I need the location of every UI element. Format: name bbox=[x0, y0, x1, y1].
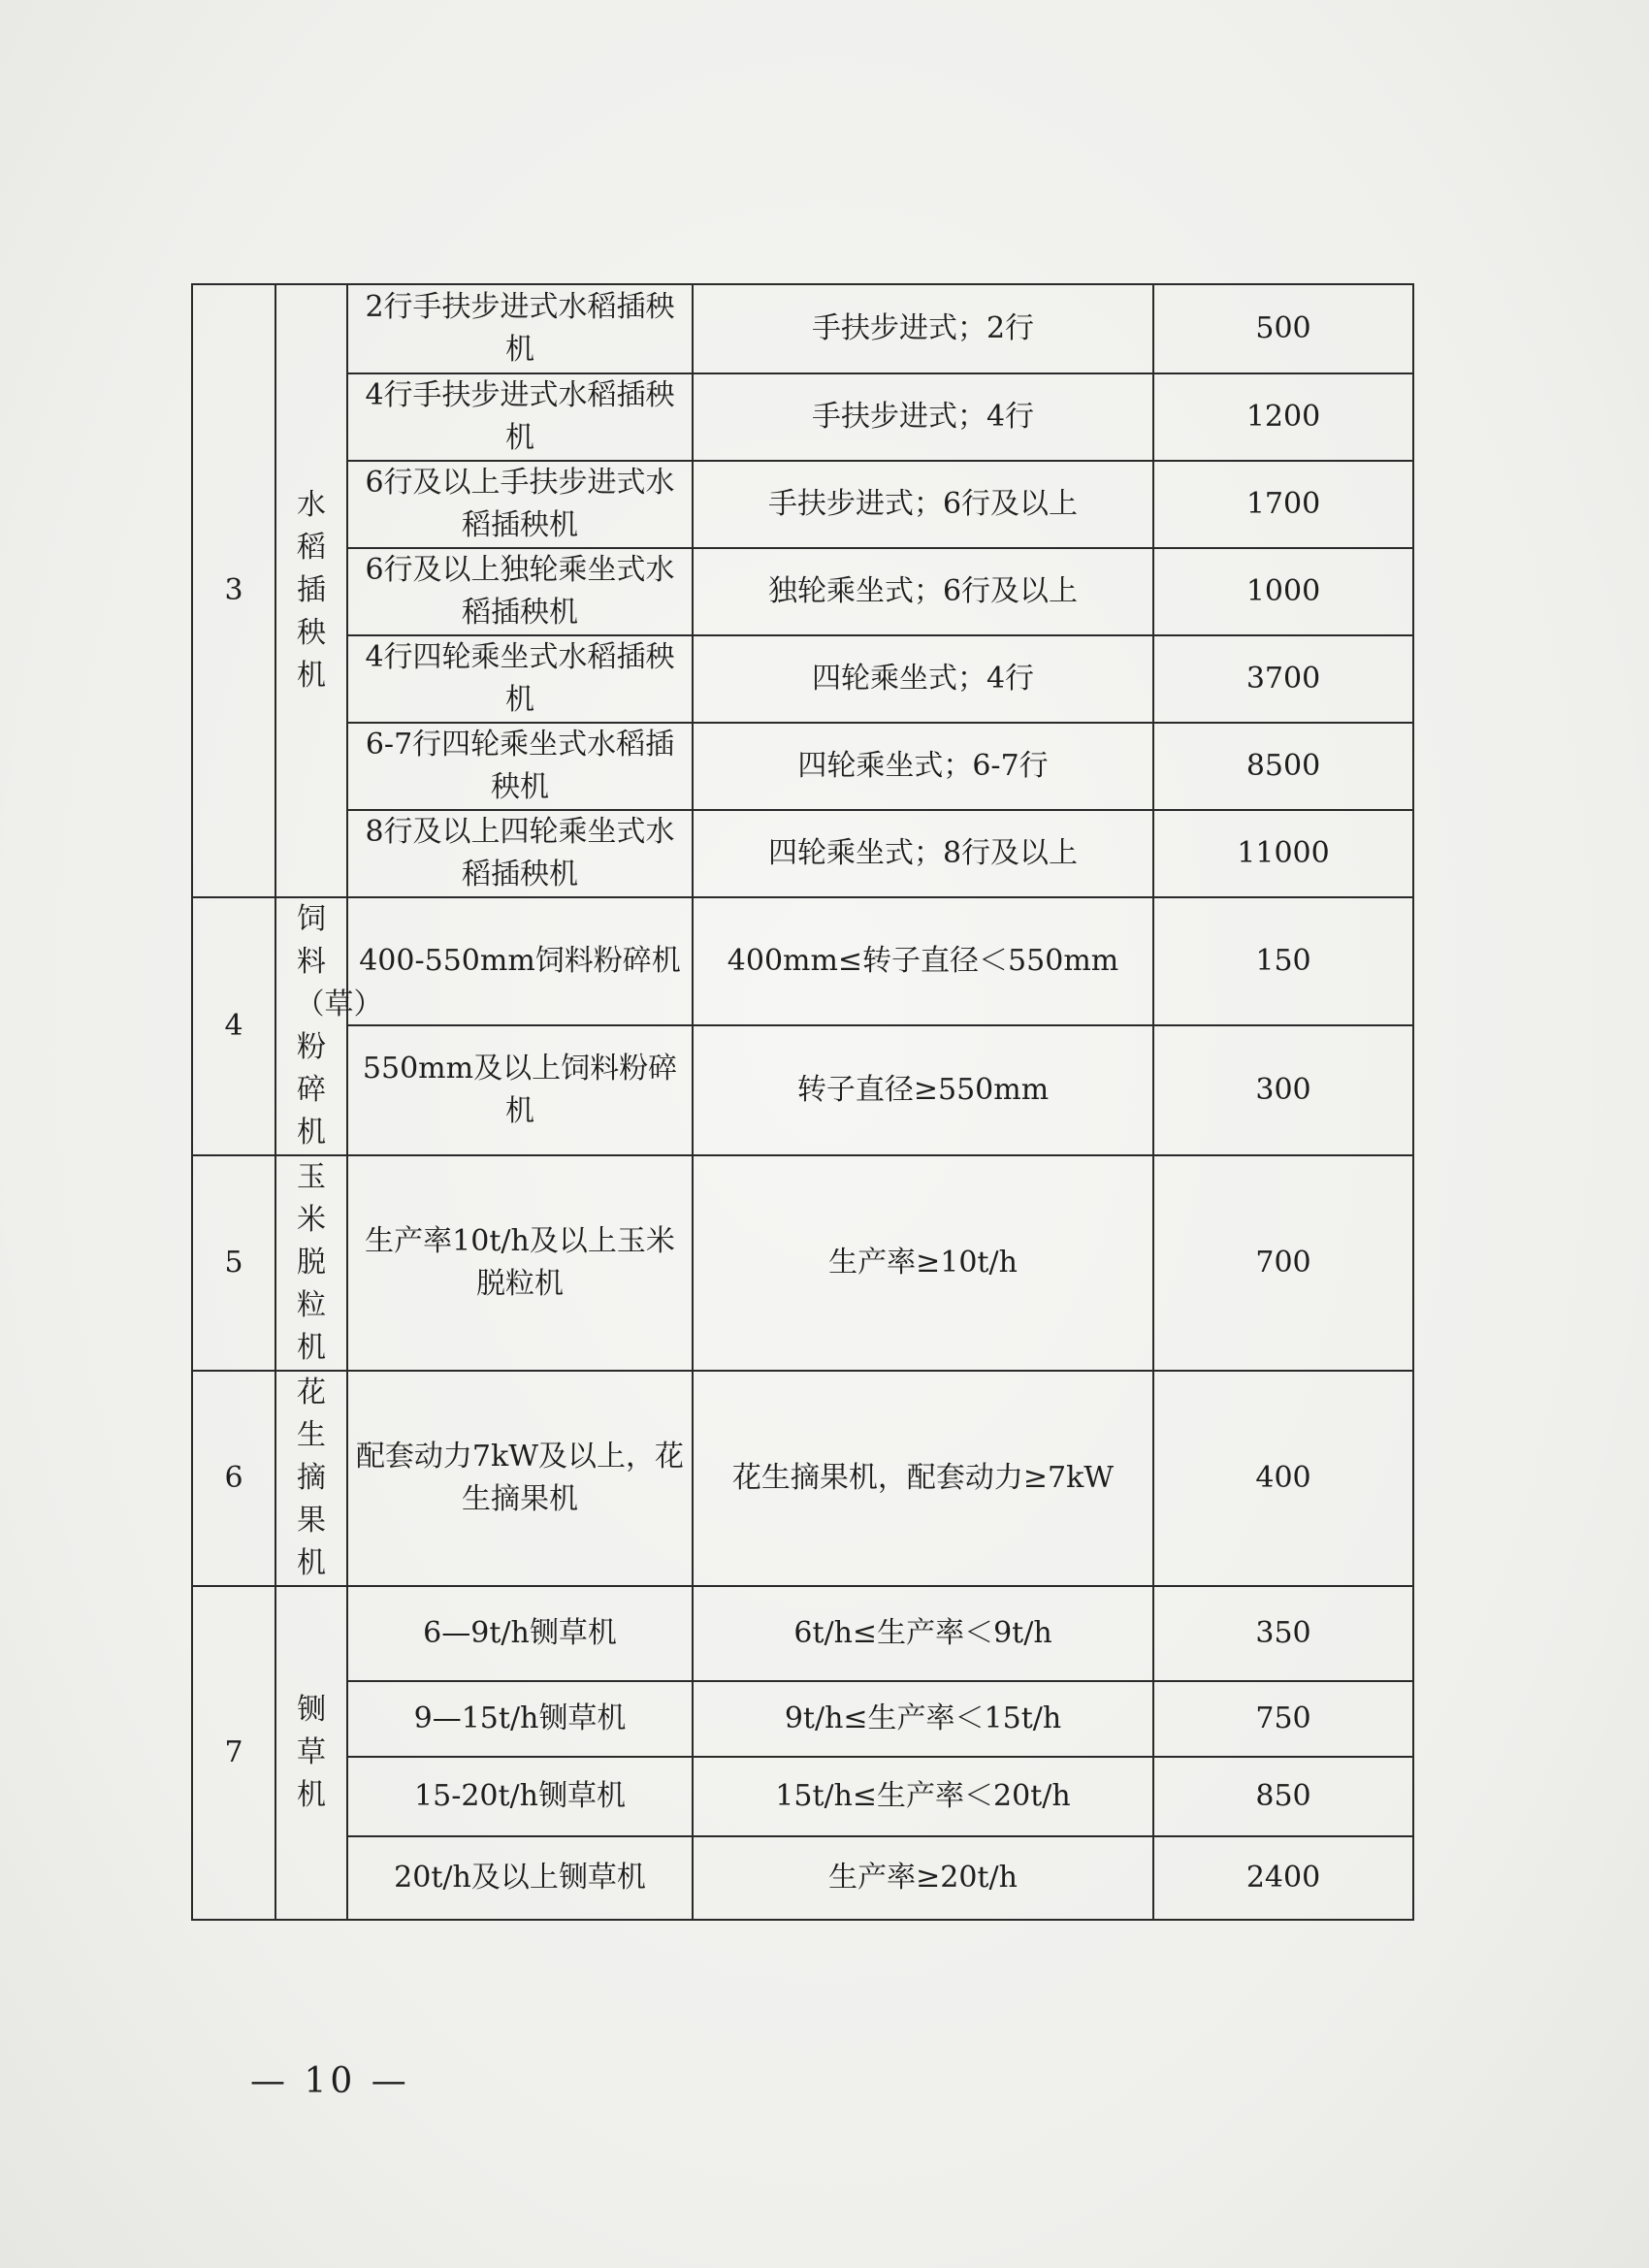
item-name: 20t/h及以上铡草机 bbox=[347, 1836, 693, 1920]
subsidy-amount: 700 bbox=[1153, 1155, 1413, 1371]
item-name: 400-550mm饲料粉碎机 bbox=[347, 897, 693, 1025]
group-number: 7 bbox=[192, 1586, 275, 1920]
specification: 9t/h≤生产率＜15t/h bbox=[693, 1681, 1153, 1757]
category-cell bbox=[275, 897, 383, 1155]
specification: 15t/h≤生产率＜20t/h bbox=[693, 1757, 1153, 1836]
specification: 手扶步进式；2行 bbox=[693, 284, 1153, 373]
subsidy-amount: 750 bbox=[1153, 1681, 1413, 1757]
category-cell bbox=[275, 1371, 347, 1586]
specification: 四轮乘坐式；8行及以上 bbox=[693, 810, 1153, 897]
subsidy-amount: 350 bbox=[1153, 1586, 1413, 1681]
category-name: 饲料（草）粉碎机 bbox=[295, 902, 383, 1150]
item-name: 8行及以上四轮乘坐式水稻插秧机 bbox=[347, 810, 693, 897]
group-number: 6 bbox=[192, 1371, 275, 1586]
specification: 生产率≥20t/h bbox=[693, 1836, 1153, 1920]
group-number: 4 bbox=[192, 897, 275, 1155]
category-name: 花生摘果机 bbox=[297, 1376, 326, 1580]
item-name: 15-20t/h铡草机 bbox=[347, 1757, 693, 1836]
subsidy-table-body bbox=[192, 284, 1413, 1920]
subsidy-amount: 1000 bbox=[1153, 548, 1413, 635]
subsidy-amount: 300 bbox=[1153, 1025, 1413, 1156]
item-name: 生产率10t/h及以上玉米脱粒机 bbox=[347, 1155, 693, 1371]
table-row bbox=[192, 1757, 1413, 1836]
table-row bbox=[192, 635, 1413, 723]
item-name: 9—15t/h铡草机 bbox=[347, 1681, 693, 1757]
item-name: 6行及以上独轮乘坐式水稻插秧机 bbox=[347, 548, 693, 635]
table-row bbox=[192, 548, 1413, 635]
item-name: 配套动力7kW及以上，花生摘果机 bbox=[347, 1371, 693, 1586]
item-name: 6—9t/h铡草机 bbox=[347, 1586, 693, 1681]
subsidy-amount: 11000 bbox=[1153, 810, 1413, 897]
group-number: 3 bbox=[192, 284, 275, 897]
specification: 四轮乘坐式；4行 bbox=[693, 635, 1153, 723]
subsidy-amount: 150 bbox=[1153, 897, 1413, 1025]
specification: 花生摘果机，配套动力≥7kW bbox=[693, 1371, 1153, 1586]
specification: 400mm≤转子直径＜550mm bbox=[693, 897, 1153, 1025]
table-row bbox=[192, 1371, 1413, 1586]
table-row bbox=[192, 1025, 1413, 1156]
item-name: 6-7行四轮乘坐式水稻插秧机 bbox=[347, 723, 693, 810]
specification: 转子直径≥550mm bbox=[693, 1025, 1153, 1156]
subsidy-amount: 2400 bbox=[1153, 1836, 1413, 1920]
item-name: 550mm及以上饲料粉碎机 bbox=[347, 1025, 693, 1156]
table-row bbox=[192, 810, 1413, 897]
subsidy-amount: 3700 bbox=[1153, 635, 1413, 723]
table-row bbox=[192, 723, 1413, 810]
table-row bbox=[192, 1586, 1413, 1681]
table-row bbox=[192, 461, 1413, 548]
category-cell bbox=[275, 1586, 347, 1920]
item-name: 4行四轮乘坐式水稻插秧机 bbox=[347, 635, 693, 723]
category-name: 水稻插秧机 bbox=[297, 488, 326, 693]
subsidy-amount: 400 bbox=[1153, 1371, 1413, 1586]
specification: 手扶步进式；4行 bbox=[693, 373, 1153, 461]
category-cell bbox=[275, 1155, 347, 1371]
category-cell bbox=[275, 284, 347, 897]
subsidy-amount: 1700 bbox=[1153, 461, 1413, 548]
subsidy-amount: 1200 bbox=[1153, 373, 1413, 461]
specification: 6t/h≤生产率＜9t/h bbox=[693, 1586, 1153, 1681]
item-name: 6行及以上手扶步进式水稻插秧机 bbox=[347, 461, 693, 548]
category-name: 铡草机 bbox=[297, 1693, 326, 1812]
table-row bbox=[192, 897, 1413, 1025]
specification: 独轮乘坐式；6行及以上 bbox=[693, 548, 1153, 635]
table-row bbox=[192, 1836, 1413, 1920]
subsidy-amount: 850 bbox=[1153, 1757, 1413, 1836]
table-row bbox=[192, 1681, 1413, 1757]
subsidy-table bbox=[191, 283, 1414, 1921]
subsidy-amount: 8500 bbox=[1153, 723, 1413, 810]
page-number: — 10 — bbox=[250, 2061, 410, 2101]
table-row bbox=[192, 284, 1413, 373]
table-row bbox=[192, 373, 1413, 461]
category-name: 玉米脱粒机 bbox=[297, 1160, 326, 1365]
item-name: 4行手扶步进式水稻插秧机 bbox=[347, 373, 693, 461]
specification: 生产率≥10t/h bbox=[693, 1155, 1153, 1371]
specification: 四轮乘坐式；6-7行 bbox=[693, 723, 1153, 810]
item-name: 2行手扶步进式水稻插秧机 bbox=[347, 284, 693, 373]
subsidy-amount: 500 bbox=[1153, 284, 1413, 373]
specification: 手扶步进式；6行及以上 bbox=[693, 461, 1153, 548]
group-number: 5 bbox=[192, 1155, 275, 1371]
table-row bbox=[192, 1155, 1413, 1371]
